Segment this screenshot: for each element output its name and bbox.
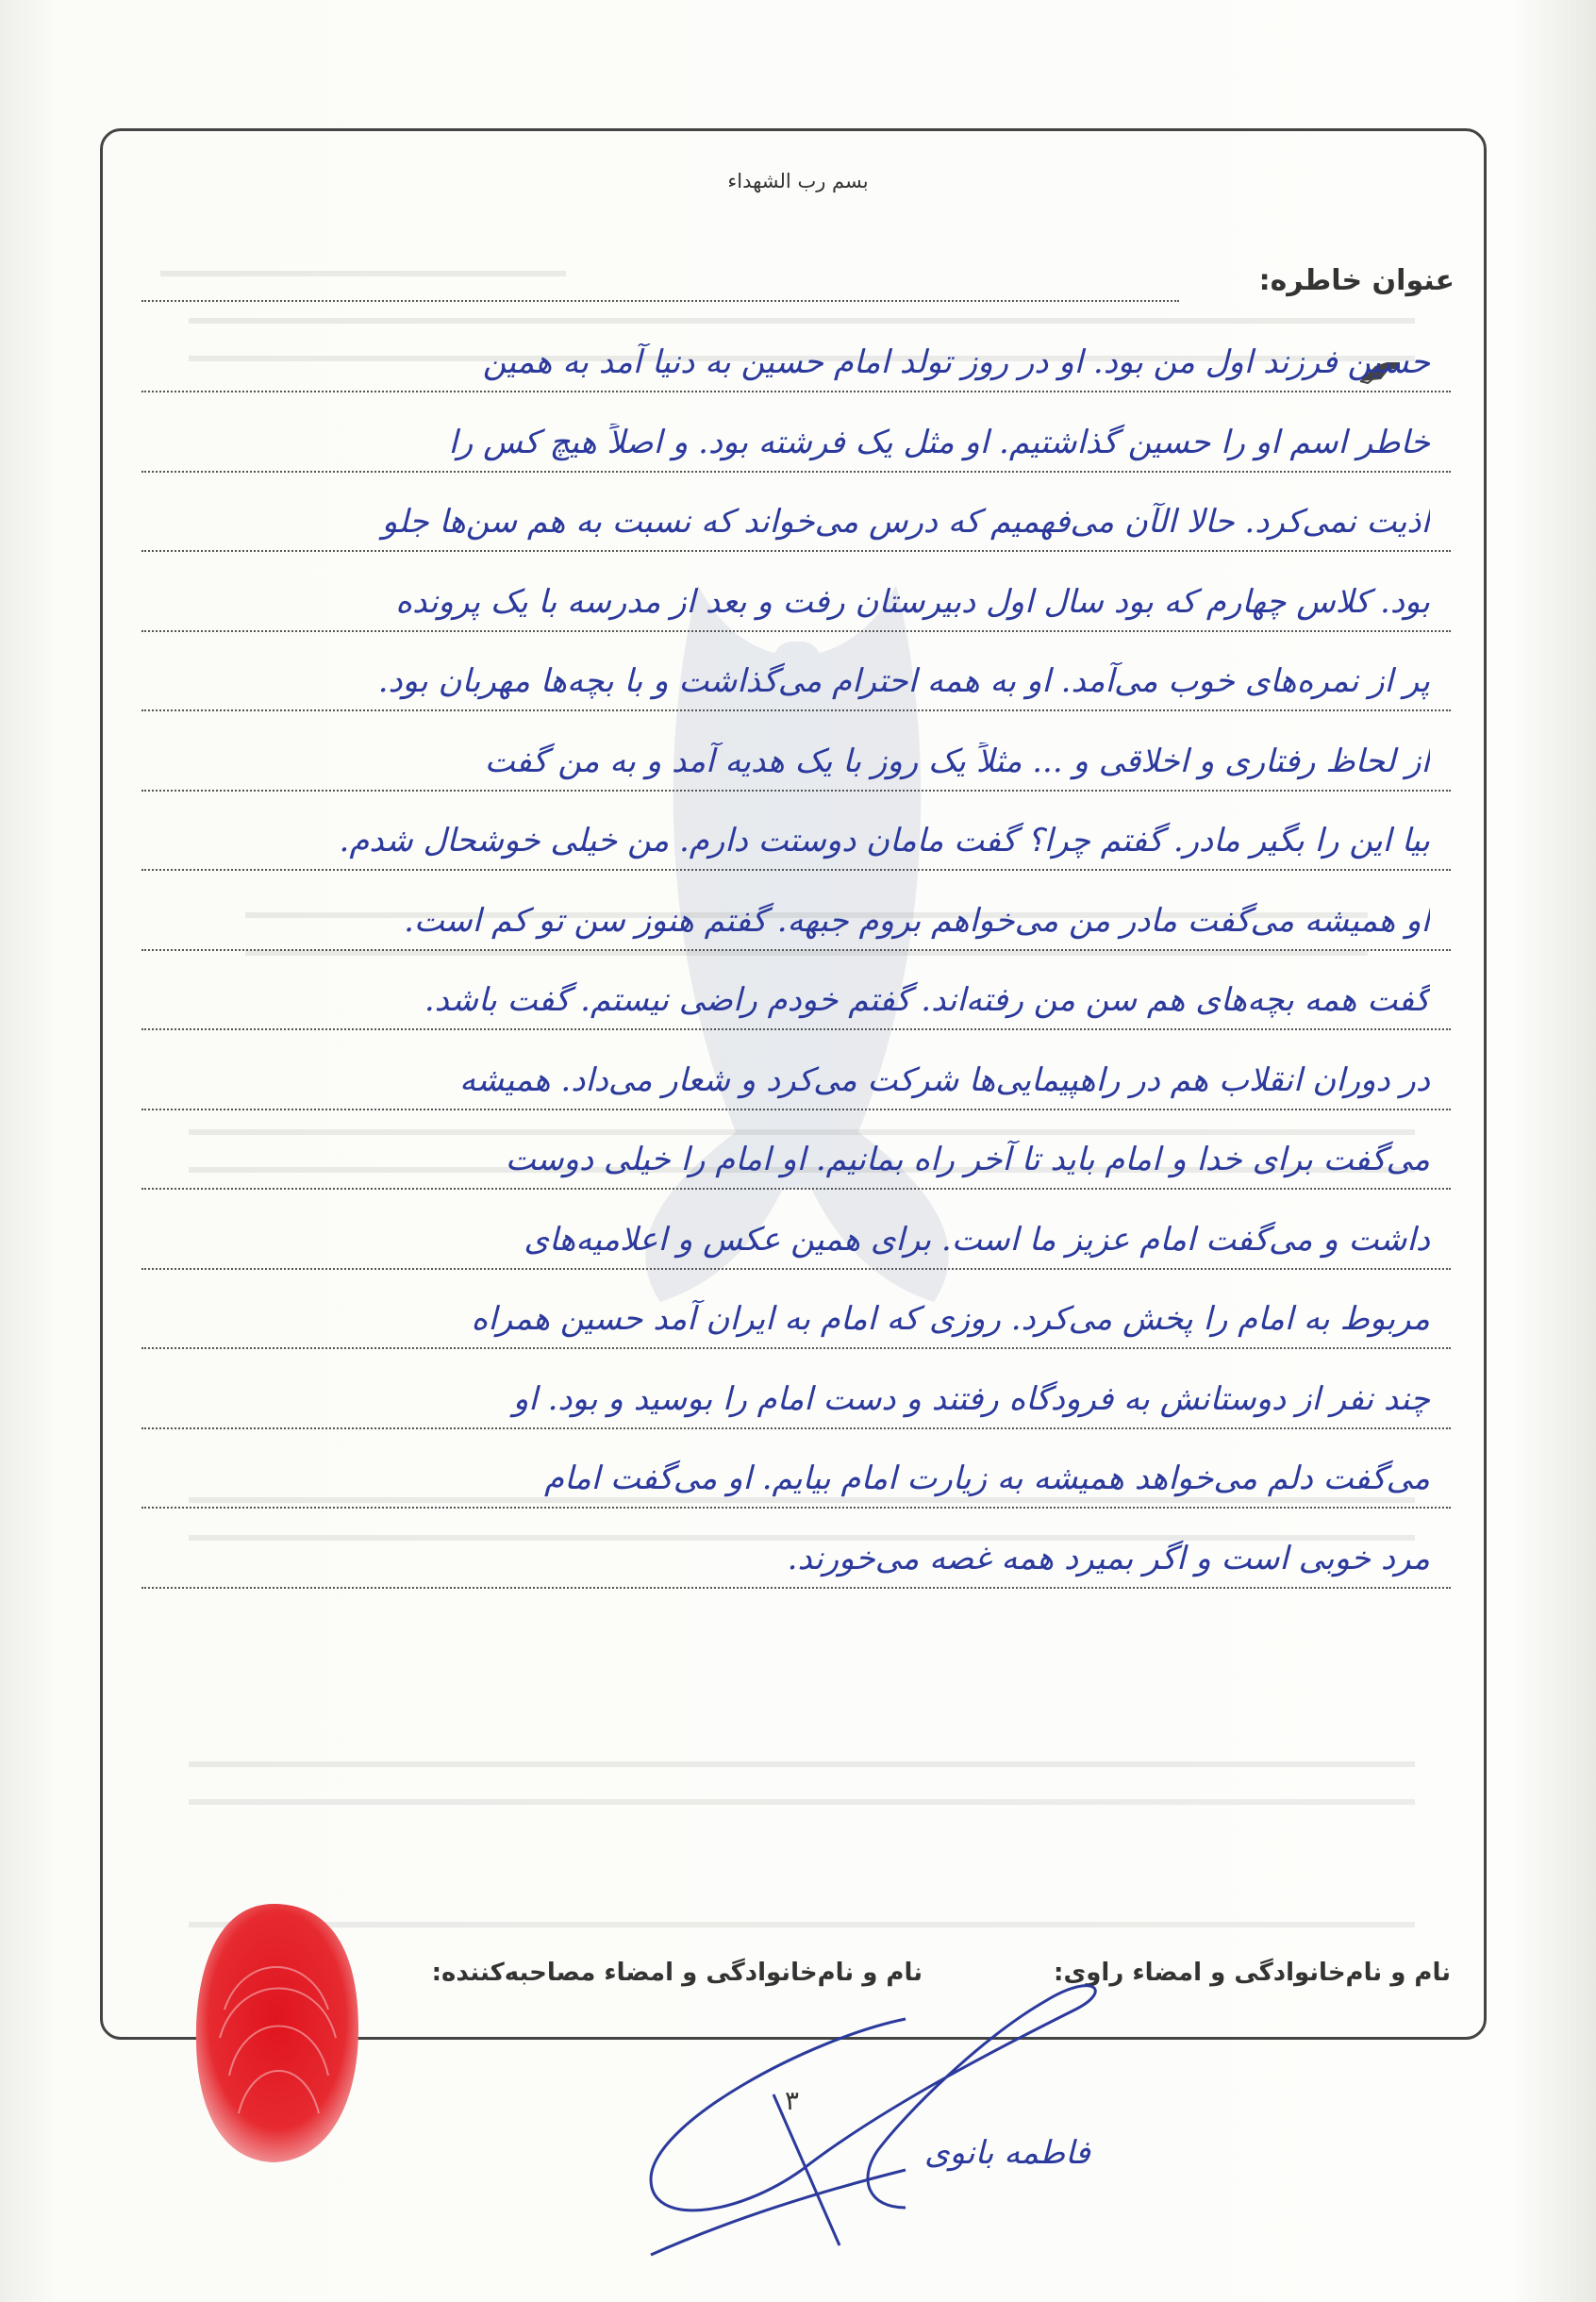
memoir-line: بیا این را بگیر مادر. گفتم چرا؟ گفت مامان دوستت دارم. من خیلی خوشحال شدم. xyxy=(339,822,1430,859)
memoir-line: بود. کلاس چهارم که بود سال اول دبیرستان رفت و بعد از مدرسه با یک پرونده xyxy=(395,582,1430,621)
memoir-line: از لحاظ رفتاری و اخلاقی و ... مثلاً یک روز با یک هدیه آمد و به من گفت xyxy=(484,742,1430,780)
memoir-line: مرد خوبی است و اگر بمیرد همه غصه می‌خورند. xyxy=(787,1539,1430,1577)
handwritten-signature xyxy=(623,1981,1151,2264)
memoir-line: داشت و می‌گفت امام عزیز ما است. برای همین عکس و اعلامیه‌های xyxy=(524,1220,1430,1259)
dotted-rule-line xyxy=(141,869,1451,871)
signer-name: فاطمه بانوی xyxy=(924,2134,1090,2172)
page-number: ۳ xyxy=(785,2085,800,2116)
dotted-rule-line xyxy=(141,790,1451,792)
memoir-line: می‌گفت دلم می‌خواهد همیشه به زیارت امام بیایم. او می‌گفت امام xyxy=(544,1460,1430,1497)
dotted-rule-line xyxy=(141,949,1451,951)
interviewer-signature-label: نام و نام‌خانوادگی و امضاء مصاحبه‌کننده: xyxy=(431,1959,923,1987)
dotted-rule-line xyxy=(141,1427,1451,1429)
dotted-rule-line xyxy=(141,1109,1451,1110)
memoir-line: می‌گفت برای خدا و امام باید تا آخر راه بمانیم. او امام را خیلی دوست xyxy=(505,1141,1430,1178)
dotted-rule-line xyxy=(141,630,1451,632)
memoir-line: چند نفر از دوستانش به فرودگاه رفتند و دست امام را بوسید و بود. او xyxy=(512,1379,1430,1418)
dotted-rule-line xyxy=(141,1028,1451,1030)
dotted-rule-line xyxy=(141,471,1451,473)
dotted-rule-line xyxy=(141,1268,1451,1270)
dotted-rule-line xyxy=(141,1507,1451,1509)
memoir-line: اذیت نمی‌کرد. حالا الآن می‌فهمیم که درس می‌خواند که نسبت به هم سن‌ها جلو xyxy=(381,503,1430,541)
memoir-line: حسین فرزند اول من بود. او در روز تولد امام حسین به دنیا آمد به همین xyxy=(482,343,1430,381)
memoir-line: در دوران انقلاب هم در راهپیمایی‌ها شرکت می‌کرد و شعار می‌داد. همیشه xyxy=(459,1060,1430,1099)
dotted-rule-line xyxy=(141,1587,1451,1589)
red-fingerprint xyxy=(187,1896,366,2170)
dotted-rule-line xyxy=(141,391,1451,392)
basmala-header: بسم رب الشهداء xyxy=(727,170,869,192)
memoir-line: مربوط به امام را پخش می‌کرد. روزی که امام به ایران آمد حسین همراه xyxy=(471,1300,1430,1338)
memoir-line: او همیشه می‌گفت مادر من می‌خواهم بروم جبهه. گفتم هنوز سن تو کم است. xyxy=(404,901,1430,940)
dotted-rule-line xyxy=(141,550,1451,552)
memoir-line: پر از نمره‌های خوب می‌آمد. او به همه احترام می‌گذاشت و با بچه‌ها مهربان بود. xyxy=(377,662,1430,700)
narrator-signature-label: نام و نام‌خانوادگی و امضاء راوی: xyxy=(1054,1959,1451,1987)
title-dotted-line xyxy=(141,300,1179,302)
dotted-rule-line xyxy=(141,709,1451,711)
dotted-rule-line xyxy=(141,1347,1451,1349)
memoir-line: خاطر اسم او را حسین گذاشتیم. او مثل یک فرشته بود. و اصلاً هیچ کس را xyxy=(448,423,1430,461)
dotted-rule-line xyxy=(141,1188,1451,1190)
memoir-title-label: عنوان خاطره: xyxy=(1258,264,1455,297)
memoir-line: گفت همه بچه‌های هم سن من رفته‌اند. گفتم خودم راضی نیستم. گفت باشد. xyxy=(424,981,1430,1019)
